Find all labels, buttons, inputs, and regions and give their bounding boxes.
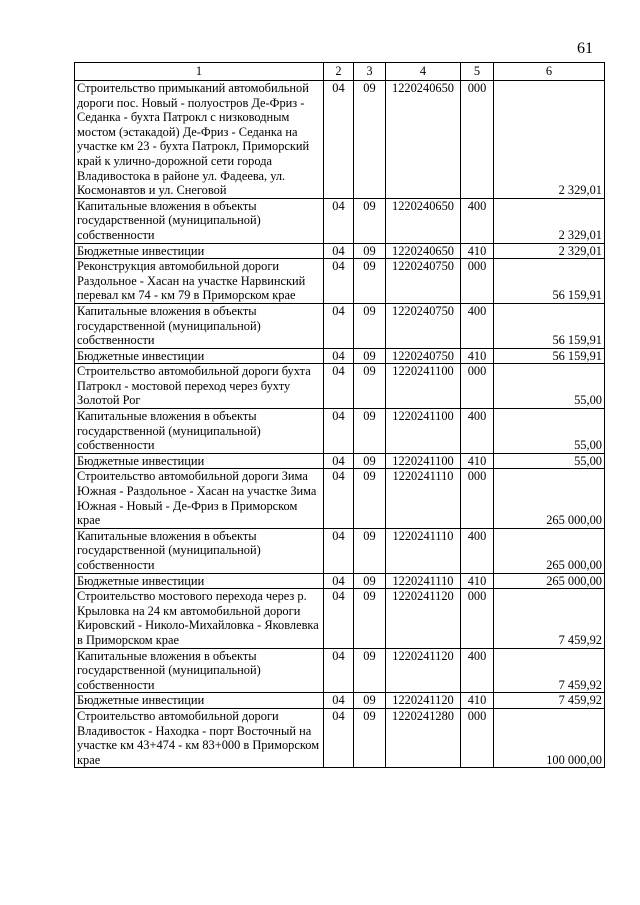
amount-cell: 55,00	[494, 453, 605, 469]
section-code-cell: 04	[324, 303, 354, 348]
expense-type-cell: 400	[461, 303, 494, 348]
table-row	[75, 693, 605, 709]
section-code-cell: 04	[324, 348, 354, 364]
subsection-code-cell: 09	[354, 409, 386, 454]
target-article-cell: 1220241100	[386, 364, 461, 409]
table-row	[75, 348, 605, 364]
amount-cell: 2 329,01	[494, 81, 605, 199]
table-row	[75, 469, 605, 528]
expense-type-cell: 000	[461, 81, 494, 199]
header-cell-2: 2	[324, 63, 354, 81]
item-name-cell: Капитальные вложения в объекты государственной (муниципальной) собственности	[75, 303, 324, 348]
target-article-cell: 1220241110	[386, 469, 461, 528]
expense-type-cell: 400	[461, 648, 494, 693]
target-article-cell: 1220241120	[386, 589, 461, 648]
expense-type-cell: 400	[461, 409, 494, 454]
expense-type-cell: 410	[461, 573, 494, 589]
table-row	[75, 708, 605, 767]
item-name-cell: Бюджетные инвестиции	[75, 693, 324, 709]
section-code-cell: 04	[324, 708, 354, 767]
item-name-cell: Бюджетные инвестиции	[75, 243, 324, 259]
table-row	[75, 453, 605, 469]
item-name-cell: Капитальные вложения в объекты государственной (муниципальной) собственности	[75, 409, 324, 454]
target-article-cell: 1220240750	[386, 348, 461, 364]
target-article-cell: 1220241110	[386, 528, 461, 573]
expense-type-cell: 000	[461, 469, 494, 528]
subsection-code-cell: 09	[354, 81, 386, 199]
target-article-cell: 1220241100	[386, 453, 461, 469]
table-row	[75, 364, 605, 409]
item-name-cell: Капитальные вложения в объекты государственной (муниципальной) собственности	[75, 198, 324, 243]
header-cell-6: 6	[494, 63, 605, 81]
target-article-cell: 1220240650	[386, 198, 461, 243]
header-cell-5: 5	[461, 63, 494, 81]
section-code-cell: 04	[324, 364, 354, 409]
subsection-code-cell: 09	[354, 573, 386, 589]
table-row	[75, 589, 605, 648]
section-code-cell: 04	[324, 589, 354, 648]
header-cell-1: 1	[75, 63, 324, 81]
subsection-code-cell: 09	[354, 243, 386, 259]
target-article-cell: 1220241120	[386, 693, 461, 709]
table-row	[75, 303, 605, 348]
budget-table	[74, 62, 605, 768]
subsection-code-cell: 09	[354, 303, 386, 348]
item-name-cell: Строительство автомобильной дороги бухта Патрокл - мостовой переход через бухту Золотой Рог	[75, 364, 324, 409]
section-code-cell: 04	[324, 243, 354, 259]
page-number: 61	[577, 40, 593, 57]
subsection-code-cell: 09	[354, 259, 386, 304]
section-code-cell: 04	[324, 409, 354, 454]
target-article-cell: 1220240750	[386, 259, 461, 304]
table-row	[75, 528, 605, 573]
item-name-cell: Бюджетные инвестиции	[75, 453, 324, 469]
amount-cell: 7 459,92	[494, 693, 605, 709]
section-code-cell: 04	[324, 573, 354, 589]
table-row	[75, 259, 605, 304]
expense-type-cell: 000	[461, 589, 494, 648]
subsection-code-cell: 09	[354, 364, 386, 409]
section-code-cell: 04	[324, 453, 354, 469]
amount-cell: 7 459,92	[494, 648, 605, 693]
amount-cell: 2 329,01	[494, 243, 605, 259]
table-row	[75, 243, 605, 259]
section-code-cell: 04	[324, 648, 354, 693]
subsection-code-cell: 09	[354, 198, 386, 243]
table-header-row	[75, 63, 605, 81]
table-row	[75, 81, 605, 199]
expense-type-cell: 410	[461, 693, 494, 709]
amount-cell: 55,00	[494, 364, 605, 409]
subsection-code-cell: 09	[354, 589, 386, 648]
target-article-cell: 1220240650	[386, 81, 461, 199]
amount-cell: 55,00	[494, 409, 605, 454]
subsection-code-cell: 09	[354, 708, 386, 767]
table-row	[75, 198, 605, 243]
target-article-cell: 1220240750	[386, 303, 461, 348]
budget-table-body	[75, 63, 605, 768]
item-name-cell: Строительство примыканий автомобильной дороги пос. Новый - полуостров Де-Фриз - Седанка - бухта Патрокл с низководным мостом (эстакадой) Де-Фриз - Седанка на участке км 23 - бухта Патрокл, Приморский край к улично-дорожной сети города Владивостока в районе ул. Фадеева, ул. Космонавтов и ул. Снеговой	[75, 81, 324, 199]
expense-type-cell: 000	[461, 708, 494, 767]
amount-cell: 56 159,91	[494, 303, 605, 348]
item-name-cell: Бюджетные инвестиции	[75, 348, 324, 364]
subsection-code-cell: 09	[354, 693, 386, 709]
amount-cell: 265 000,00	[494, 469, 605, 528]
amount-cell: 2 329,01	[494, 198, 605, 243]
subsection-code-cell: 09	[354, 453, 386, 469]
section-code-cell: 04	[324, 528, 354, 573]
section-code-cell: 04	[324, 259, 354, 304]
header-cell-4: 4	[386, 63, 461, 81]
amount-cell: 265 000,00	[494, 573, 605, 589]
item-name-cell: Капитальные вложения в объекты государственной (муниципальной) собственности	[75, 528, 324, 573]
subsection-code-cell: 09	[354, 648, 386, 693]
expense-type-cell: 400	[461, 528, 494, 573]
item-name-cell: Капитальные вложения в объекты государственной (муниципальной) собственности	[75, 648, 324, 693]
expense-type-cell: 000	[461, 364, 494, 409]
amount-cell: 56 159,91	[494, 259, 605, 304]
subsection-code-cell: 09	[354, 348, 386, 364]
section-code-cell: 04	[324, 198, 354, 243]
target-article-cell: 1220240650	[386, 243, 461, 259]
section-code-cell: 04	[324, 469, 354, 528]
subsection-code-cell: 09	[354, 469, 386, 528]
expense-type-cell: 410	[461, 348, 494, 364]
target-article-cell: 1220241120	[386, 648, 461, 693]
header-cell-3: 3	[354, 63, 386, 81]
item-name-cell: Строительство автомобильной дороги Владивосток - Находка - порт Восточный на участке км 43+474 - км 83+000 в Приморском крае	[75, 708, 324, 767]
table-row	[75, 648, 605, 693]
table-row	[75, 573, 605, 589]
subsection-code-cell: 09	[354, 528, 386, 573]
item-name-cell: Строительство автомобильной дороги Зима Южная - Раздольное - Хасан на участке Зима Южная - Новый - Де-Фриз в Приморском крае	[75, 469, 324, 528]
amount-cell: 100 000,00	[494, 708, 605, 767]
item-name-cell: Реконструкция автомобильной дороги Раздольное - Хасан на участке Нарвинский перевал км 74 - км 79 в Приморском крае	[75, 259, 324, 304]
amount-cell: 7 459,92	[494, 589, 605, 648]
amount-cell: 265 000,00	[494, 528, 605, 573]
item-name-cell: Строительство мостового перехода через р. Крыловка на 24 км автомобильной дороги Кировский - Николо-Михайловка - Яковлевка в Приморском крае	[75, 589, 324, 648]
target-article-cell: 1220241280	[386, 708, 461, 767]
section-code-cell: 04	[324, 693, 354, 709]
amount-cell: 56 159,91	[494, 348, 605, 364]
expense-type-cell: 400	[461, 198, 494, 243]
table-row	[75, 409, 605, 454]
expense-type-cell: 410	[461, 453, 494, 469]
expense-type-cell: 000	[461, 259, 494, 304]
target-article-cell: 1220241110	[386, 573, 461, 589]
target-article-cell: 1220241100	[386, 409, 461, 454]
item-name-cell: Бюджетные инвестиции	[75, 573, 324, 589]
expense-type-cell: 410	[461, 243, 494, 259]
section-code-cell: 04	[324, 81, 354, 199]
